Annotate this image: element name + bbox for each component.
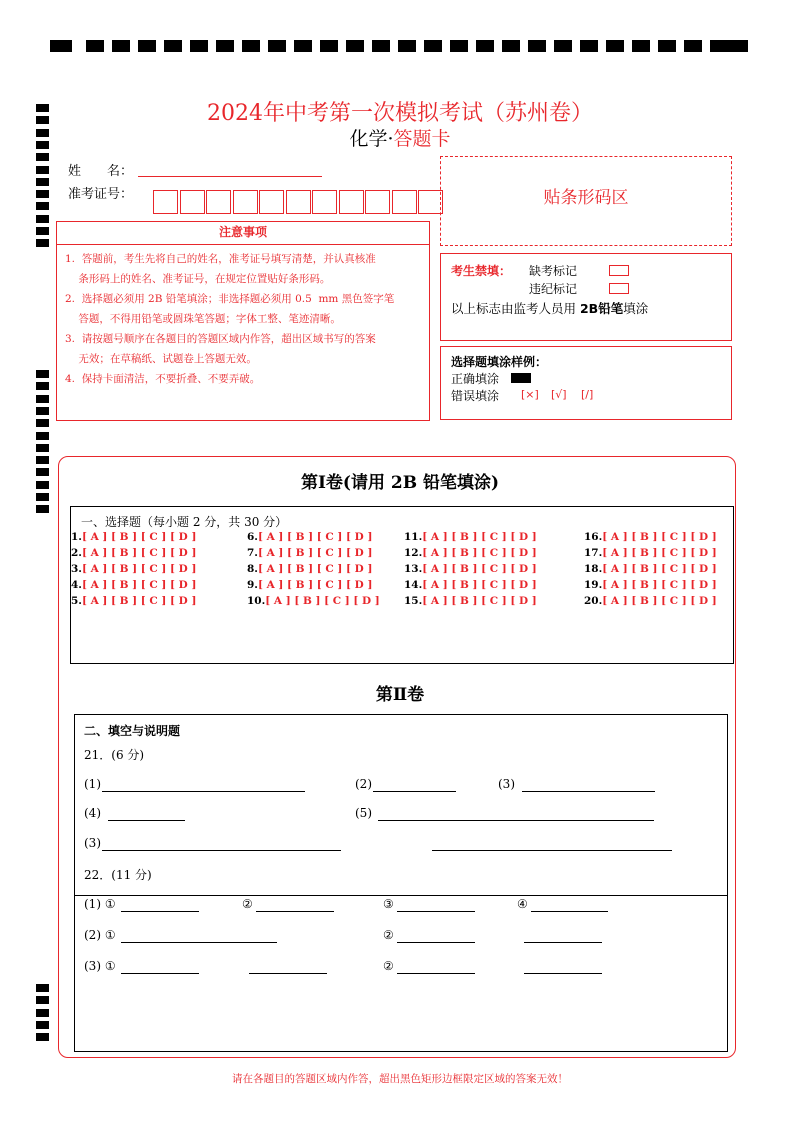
name-field[interactable] <box>138 176 322 177</box>
id-digit-box[interactable] <box>153 190 178 214</box>
q22-answer-line[interactable] <box>249 973 327 974</box>
mcq-number: 8. <box>247 563 258 575</box>
part1-title: 第Ⅰ卷(请用 2B 铅笔填涂) <box>300 473 500 493</box>
exam-title: 2024年中考第一次模拟考试（苏州卷） <box>207 101 593 126</box>
q22-sub-label: ② <box>383 959 394 973</box>
id-digit-box[interactable] <box>312 190 337 214</box>
sample-title: 选择题填涂样例： <box>451 355 548 369</box>
timing-mark <box>36 407 49 415</box>
timing-mark <box>36 166 49 174</box>
mcq-question[interactable] <box>247 531 372 543</box>
mcq-question[interactable] <box>247 547 372 559</box>
id-digit-box[interactable] <box>206 190 231 214</box>
q22-answer-line[interactable] <box>531 911 608 912</box>
q21-sub-label: (3) <box>84 836 101 850</box>
mcq-question[interactable] <box>71 563 196 575</box>
timing-mark <box>36 456 49 464</box>
mcq-options[interactable]: [ A ] [ B ] [ C ] [ D ] <box>602 547 717 559</box>
mcq-number: 16. <box>584 531 603 543</box>
wrong-mark: [/] <box>581 388 594 401</box>
q22-sub-label: ④ <box>517 897 528 911</box>
timing-mark <box>36 996 49 1004</box>
mcq-number: 2. <box>71 547 82 559</box>
timing-mark <box>36 382 49 390</box>
note-item: 1. 答题前，考生先将自己的姓名，准考证号填写清楚，并认真核准 <box>65 253 376 265</box>
name-label: 姓 名： <box>68 164 134 179</box>
note-item: 2. 选择题必须用 2B 铅笔填涂；非选择题必须用 0.5 mm 黑色签字笔 <box>65 293 395 305</box>
correct-fill-mark <box>511 373 531 383</box>
mcq-options[interactable]: [ A ] [ B ] [ C ] [ D ] <box>257 547 373 559</box>
mcq-question[interactable] <box>71 547 196 559</box>
id-digit-box[interactable] <box>392 190 417 214</box>
timing-mark <box>36 190 49 198</box>
subject-label: 化学· <box>349 128 394 150</box>
answer-card-label: 答题卡 <box>393 128 451 150</box>
timing-mark <box>36 419 49 427</box>
mcq-options[interactable]: [ A ] [ B ] [ C ] [ D ] <box>422 579 537 591</box>
mcq-section-title: 一、选择题（每小题 2 分，共 30 分） <box>81 515 288 529</box>
violation-checkbox[interactable] <box>609 283 629 294</box>
mcq-number: 15. <box>404 595 423 607</box>
footer-warning: 请在各题目的答题区域内作答，超出黑色矩形边框限定区域的答案无效！ <box>232 1073 568 1085</box>
timing-mark <box>36 493 49 501</box>
q21-label: 21．(6 分) <box>84 748 145 762</box>
mcq-options[interactable]: [ A ] [ B ] [ C ] [ D ] <box>602 531 717 543</box>
note-item: 条形码上的姓名、准考证号，在规定位置贴好条形码。 <box>65 273 331 285</box>
mcq-number: 10. <box>247 595 266 607</box>
note-item: 3. 请按题号顺序在各题目的答题区域内作答，超出区域书写的答案 <box>65 333 376 345</box>
q22-answer-line[interactable] <box>121 911 199 912</box>
mcq-number: 18. <box>584 563 603 575</box>
mcq-number: 6. <box>247 531 258 543</box>
q21-answer-line[interactable] <box>378 820 654 821</box>
q21-sub-label: (3) <box>498 777 515 791</box>
q22-answer-line[interactable] <box>524 973 602 974</box>
id-digit-box[interactable] <box>180 190 205 214</box>
mcq-options[interactable]: [ A ] [ B ] [ C ] [ D ] <box>257 531 373 543</box>
forbidden-note: 以上标志由监考人员用 2B铅笔填涂 <box>451 301 649 316</box>
wrong-mark: [×] <box>521 388 539 401</box>
violation-label: 违纪标记 <box>529 282 578 296</box>
mcq-question[interactable] <box>247 579 372 591</box>
mcq-options[interactable]: [ A ] [ B ] [ C ] [ D ] <box>602 579 717 591</box>
timing-mark <box>36 153 49 161</box>
mcq-number: 12. <box>404 547 423 559</box>
q22-answer-line[interactable] <box>256 911 334 912</box>
mcq-options[interactable]: [ A ] [ B ] [ C ] [ D ] <box>422 547 537 559</box>
timing-mark <box>36 1021 49 1029</box>
card-subtitle <box>0 124 800 151</box>
id-digit-box[interactable] <box>286 190 311 214</box>
mcq-number: 3. <box>71 563 82 575</box>
mcq-number: 11. <box>404 531 423 543</box>
mcq-number: 5. <box>71 595 82 607</box>
mcq-question[interactable] <box>71 595 196 607</box>
mcq-options[interactable]: [ A ] [ B ] [ C ] [ D ] <box>81 579 197 591</box>
timing-mark <box>36 370 49 378</box>
mcq-question[interactable] <box>404 531 537 543</box>
id-digit-box[interactable] <box>259 190 284 214</box>
q22-sub-label: ② <box>383 928 394 942</box>
barcode-area-label: 贴条形码区 <box>543 188 629 208</box>
q21-answer-line[interactable] <box>522 791 655 792</box>
mcq-number: 13. <box>404 563 423 575</box>
mcq-options[interactable]: [ A ] [ B ] [ C ] [ D ] <box>422 563 537 575</box>
id-digit-box[interactable] <box>233 190 258 214</box>
notes-list <box>57 245 429 389</box>
mcq-number: 20. <box>584 595 603 607</box>
mcq-options[interactable]: [ A ] [ B ] [ C ] [ D ] <box>257 579 373 591</box>
timing-mark <box>36 395 49 403</box>
fill-sample-box <box>440 346 732 420</box>
note-item: 4. 保持卡面清洁，不要折叠、不要弄破。 <box>65 373 261 385</box>
part2-title: 第Ⅱ卷 <box>375 685 425 705</box>
timing-mark <box>36 444 49 452</box>
q22-sub-label: (3) ① <box>84 959 116 973</box>
timing-mark <box>36 1033 49 1041</box>
forbidden-label: 考生禁填： <box>451 264 512 278</box>
mcq-number: 4. <box>71 579 82 591</box>
mcq-question[interactable] <box>71 579 196 591</box>
timing-mark <box>36 239 49 247</box>
fill-in-box <box>74 714 728 1052</box>
q22-sub-label: (2) ① <box>84 928 116 942</box>
id-digit-box[interactable] <box>365 190 390 214</box>
timing-mark <box>36 227 49 235</box>
notes-box <box>56 221 430 421</box>
mcq-number: 9. <box>247 579 258 591</box>
mcq-question[interactable] <box>71 531 196 543</box>
mcq-number: 7. <box>247 547 258 559</box>
mcq-options[interactable]: [ A ] [ B ] [ C ] [ D ] <box>422 531 537 543</box>
forbidden-box <box>440 253 732 341</box>
q22-answer-line[interactable] <box>121 973 199 974</box>
q22-label: 22．(11 分) <box>84 868 152 882</box>
note-item: 无效；在草稿纸、试题卷上答题无效。 <box>65 353 257 365</box>
mcq-options[interactable]: [ A ] [ B ] [ C ] [ D ] <box>602 563 717 575</box>
absent-label: 缺考标记 <box>529 264 578 278</box>
timing-mark <box>36 984 49 992</box>
note-item: 答题，不得用铅笔或圆珠笔答题；字体工整、笔迹清晰。 <box>65 313 341 325</box>
mcq-question[interactable] <box>404 563 537 575</box>
mcq-options[interactable]: [ A ] [ B ] [ C ] [ D ] <box>422 595 537 607</box>
q22-divider <box>74 895 728 896</box>
timing-mark <box>36 432 49 440</box>
q21-sub-label: (1) <box>84 777 101 791</box>
mcq-number: 1. <box>71 531 82 543</box>
timing-mark <box>36 505 49 513</box>
q21-sub-label: (2) <box>355 777 372 791</box>
id-label: 准考证号： <box>68 187 134 202</box>
q21-sub-label: (4) <box>84 806 101 820</box>
correct-label: 正确填涂 <box>451 372 500 386</box>
q22-answer-line[interactable] <box>397 911 475 912</box>
mcq-options[interactable]: [ A ] [ B ] [ C ] [ D ] <box>81 531 197 543</box>
q21-answer-line[interactable] <box>432 850 672 851</box>
mcq-question[interactable] <box>404 547 537 559</box>
mcq-question[interactable] <box>584 595 717 607</box>
timing-mark <box>36 202 49 210</box>
q22-answer-line[interactable] <box>121 942 277 943</box>
mcq-number: 14. <box>404 579 423 591</box>
mcq-question[interactable] <box>404 595 537 607</box>
mcq-options[interactable]: [ A ] [ B ] [ C ] [ D ] <box>81 563 197 575</box>
q22-sub-label: ② <box>242 897 253 911</box>
mcq-question[interactable] <box>584 547 717 559</box>
q22-answer-line[interactable] <box>397 973 475 974</box>
fill-section-title: 二、填空与说明题 <box>84 724 181 738</box>
q21-answer-line[interactable] <box>102 850 341 851</box>
mcq-number: 19. <box>584 579 603 591</box>
mcq-question[interactable] <box>404 579 537 591</box>
q21-sub-label: (5) <box>355 806 372 820</box>
q22-sub-label: ③ <box>383 897 394 911</box>
id-digit-box[interactable] <box>339 190 364 214</box>
wrong-label: 错误填涂 <box>451 389 500 403</box>
wrong-mark: [√] <box>551 388 567 401</box>
q21-answer-line[interactable] <box>108 820 185 821</box>
q21-answer-line[interactable] <box>373 791 456 792</box>
mcq-question[interactable] <box>584 531 717 543</box>
mcq-options[interactable]: [ A ] [ B ] [ C ] [ D ] <box>81 547 197 559</box>
barcode-area <box>440 156 732 246</box>
q21-answer-line[interactable] <box>102 791 305 792</box>
mcq-options[interactable]: [ A ] [ B ] [ C ] [ D ] <box>81 595 197 607</box>
mcq-question[interactable] <box>584 563 717 575</box>
timing-mark <box>36 178 49 186</box>
timing-mark <box>36 215 49 223</box>
mcq-question[interactable] <box>584 579 717 591</box>
mcq-options[interactable]: [ A ] [ B ] [ C ] [ D ] <box>602 595 717 607</box>
mcq-options[interactable]: [ A ] [ B ] [ C ] [ D ] <box>265 595 380 607</box>
notes-title: 注意事项 <box>57 222 429 245</box>
mcq-number: 17. <box>584 547 603 559</box>
mcq-question[interactable] <box>247 595 380 607</box>
timing-mark <box>36 1009 49 1017</box>
absent-checkbox[interactable] <box>609 265 629 276</box>
q22-answer-line[interactable] <box>524 942 602 943</box>
q22-sub-label: (1) ① <box>84 897 116 911</box>
mcq-question[interactable] <box>247 563 372 575</box>
mcq-options[interactable]: [ A ] [ B ] [ C ] [ D ] <box>257 563 373 575</box>
q22-answer-line[interactable] <box>397 942 475 943</box>
